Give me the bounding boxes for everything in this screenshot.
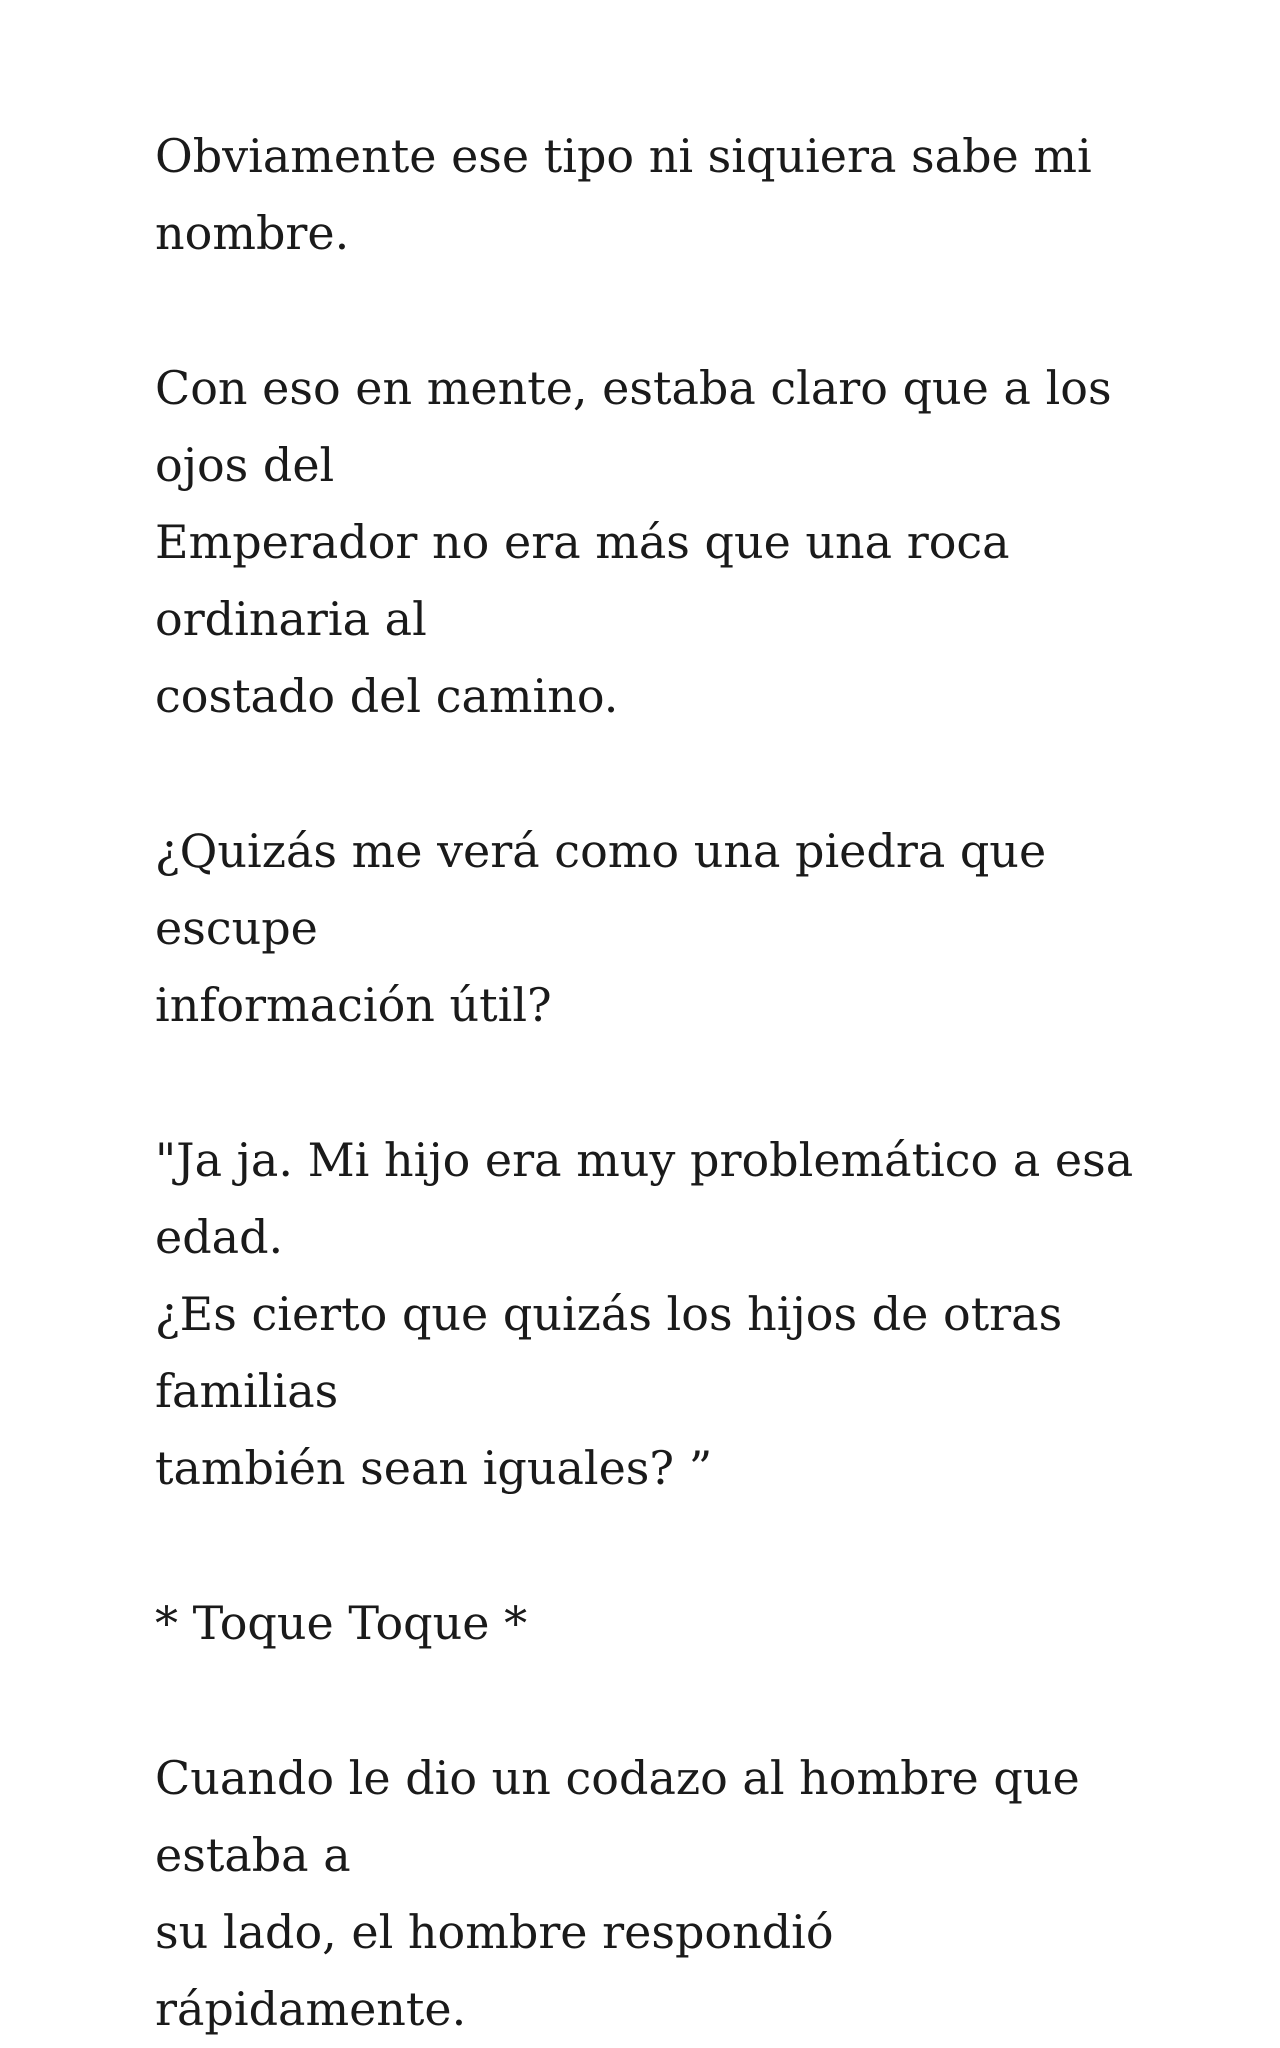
paragraph: Cuando le dio un codazo al hombre que estaba a su lado, el hombre respondió rápidamente. (155, 1751, 1080, 2036)
paragraph: Con eso en mente, estaba claro que a los ojos del Emperador no era más que una roca ordinaria al costado del camino. (155, 361, 1112, 723)
story-text (155, 118, 1155, 2048)
paragraph: * Toque Toque * (155, 1596, 528, 1650)
paragraph: Obviamente ese tipo ni siquiera sabe mi nombre. (155, 129, 1092, 260)
paragraph: ¿Quizás me verá como una piedra que escupe información útil? (155, 824, 1047, 1032)
paragraph: "Ja ja. Mi hijo era muy problemático a esa edad. ¿Es cierto que quizás los hijos de otras familias también sean iguales? ” (155, 1133, 1134, 1495)
